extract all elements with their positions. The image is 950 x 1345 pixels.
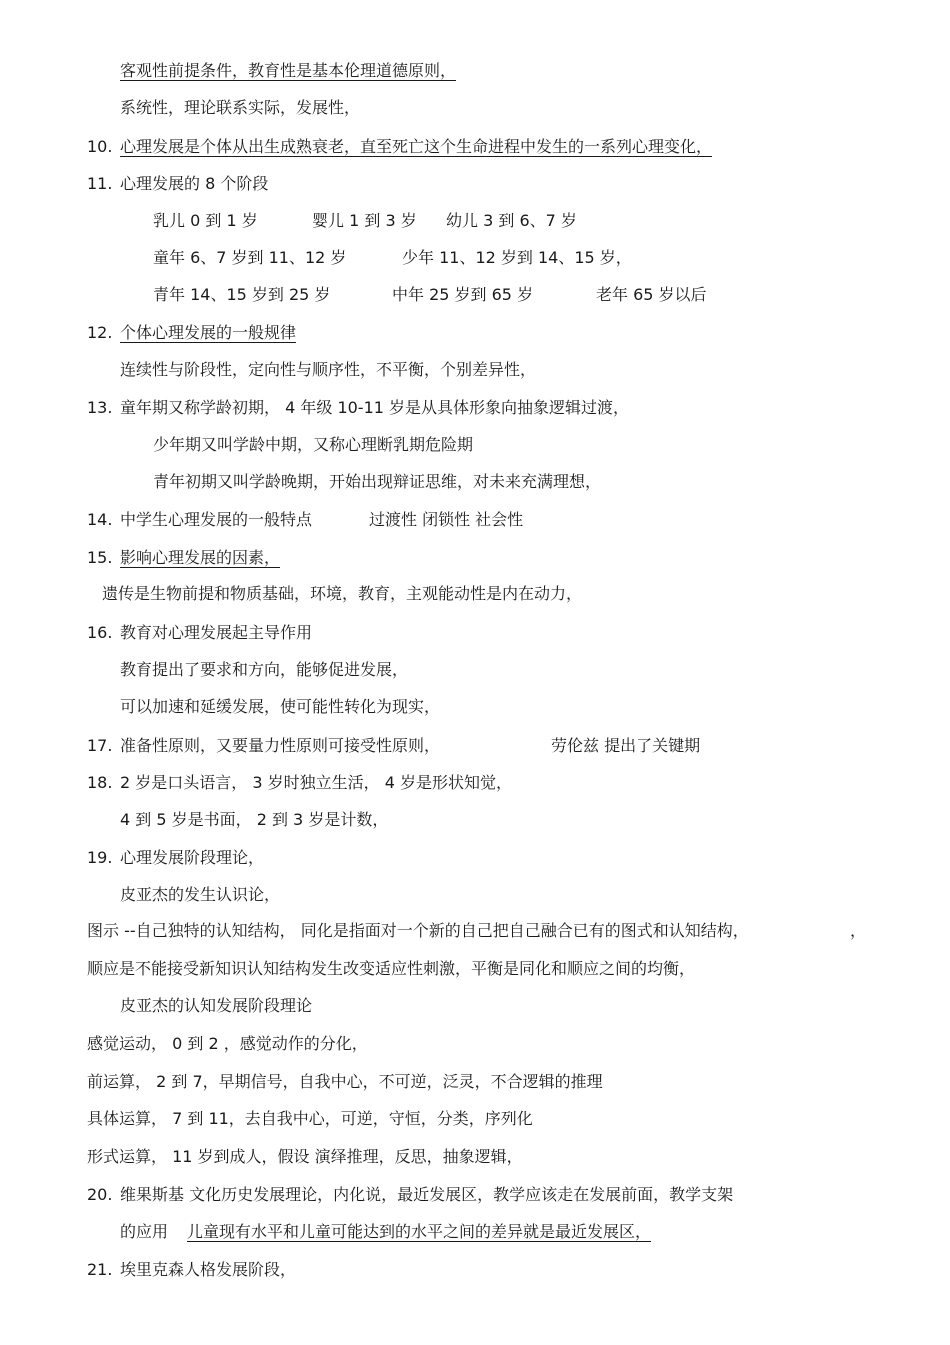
text-line: 皮亚杰的认知发展阶段理论: [120, 996, 313, 1015]
item-text: 过渡性 闭锁性 社会性: [369, 510, 524, 529]
text-line: 客观性前提条件，教育性是基本伦理道德原则，: [120, 61, 457, 80]
text-line: 形式运算， 11 岁到成人，假设 演绎推理，反思，抽象逻辑，: [87, 1147, 523, 1166]
stage-entry: 老年 65 岁以后: [596, 285, 707, 304]
item-number: 13.: [87, 398, 113, 417]
text-line: 青年初期又叫学龄晚期，开始出现辩证思维，对未来充满理想，: [153, 472, 602, 491]
text-line: 4 到 5 岁是书面， 2 到 3 岁是计数，: [120, 810, 389, 829]
stage-entry: 幼儿 3 到 6、7 岁: [446, 211, 577, 230]
item-number: 18.: [87, 773, 113, 792]
text-line: 感觉运动， 0 到 2 ，感觉动作的分化，: [87, 1034, 368, 1053]
text-line: 前运算， 2 到 7，早期信号，自我中心，不可逆，泛灵，不合逻辑的推理: [87, 1072, 603, 1091]
stage-entry: 婴儿 1 到 3 岁: [312, 211, 417, 230]
item-text: 准备性原则，又要量力性原则可接受性原则，: [120, 736, 441, 755]
item-number: 17.: [87, 736, 113, 755]
item-number: 14.: [87, 510, 113, 529]
item-text: 劳伦兹 提出了关键期: [551, 736, 701, 755]
item-number: 15.: [87, 548, 113, 567]
item-number: 19.: [87, 848, 113, 867]
item-text: 中学生心理发展的一般特点: [120, 510, 313, 529]
item-text: 心理发展的 8 个阶段: [120, 174, 269, 193]
item-number: 10.: [87, 137, 113, 156]
item-number: 21.: [87, 1260, 113, 1279]
item-number: 12.: [87, 323, 113, 342]
stage-entry: 少年 11、12 岁到 14、15 岁，: [402, 248, 632, 267]
item-text: 心理发展阶段理论，: [120, 848, 265, 867]
text-line: 连续性与阶段性，定向性与顺序性，不平衡，个别差异性，: [120, 360, 537, 379]
item-text: 维果斯基 文化历史发展理论，内化说，最近发展区，教学应该走在发展前面，教学支架: [120, 1185, 734, 1204]
stage-entry: 青年 14、15 岁到 25 岁: [153, 285, 331, 304]
item-number: 16.: [87, 623, 113, 642]
stage-entry: 童年 6、7 岁到 11、12 岁: [153, 248, 347, 267]
text-line: 遗传是生物前提和物质基础，环境，教育，主观能动性是内在动力，: [102, 584, 583, 603]
text-line: 图示 --自己独特的认知结构， 同化是指面对一个新的自己把自己融合已有的图式和认知结构，: [87, 921, 749, 940]
stage-entry: 乳儿 0 到 1 岁: [153, 211, 258, 230]
text-line: ，: [850, 921, 867, 940]
item-text: 童年期又称学龄初期， 4 年级 10-11 岁是从具体形象向抽象逻辑过渡，: [120, 398, 630, 417]
item-text: 埃里克森人格发展阶段，: [120, 1260, 297, 1279]
text-line: 可以加速和延缓发展，使可能性转化为现实，: [120, 697, 441, 716]
item-text: 个体心理发展的一般规律: [120, 323, 297, 342]
text-line: 顺应是不能接受新知识认知结构发生改变适应性刺激，平衡是同化和顺应之间的均衡，: [87, 959, 696, 978]
item-text: 教育对心理发展起主导作用: [120, 623, 313, 642]
item-text: 2 岁是口头语言， 3 岁时独立生活， 4 岁是形状知觉，: [120, 773, 512, 792]
text-line: 具体运算， 7 到 11，去自我中心，可逆，守恒，分类，序列化: [87, 1109, 533, 1128]
item-text: 心理发展是个体从出生成熟衰老，直至死亡这个生命进程中发生的一系列心理变化，: [120, 137, 713, 156]
item-text: 影响心理发展的因素，: [120, 548, 281, 567]
text-line: 少年期又叫学龄中期，又称心理断乳期危险期: [153, 435, 474, 454]
text-line: 教育提出了要求和方向，能够促进发展，: [120, 660, 409, 679]
text-line: 儿童现有水平和儿童可能达到的水平之间的差异就是最近发展区，: [187, 1222, 652, 1241]
stage-entry: 中年 25 岁到 65 岁: [392, 285, 534, 304]
item-number: 20.: [87, 1185, 113, 1204]
item-number: 11.: [87, 174, 113, 193]
text-line: 的应用: [120, 1222, 169, 1241]
text-line: 系统性，理论联系实际，发展性，: [120, 98, 361, 117]
text-line: 皮亚杰的发生认识论，: [120, 885, 281, 904]
